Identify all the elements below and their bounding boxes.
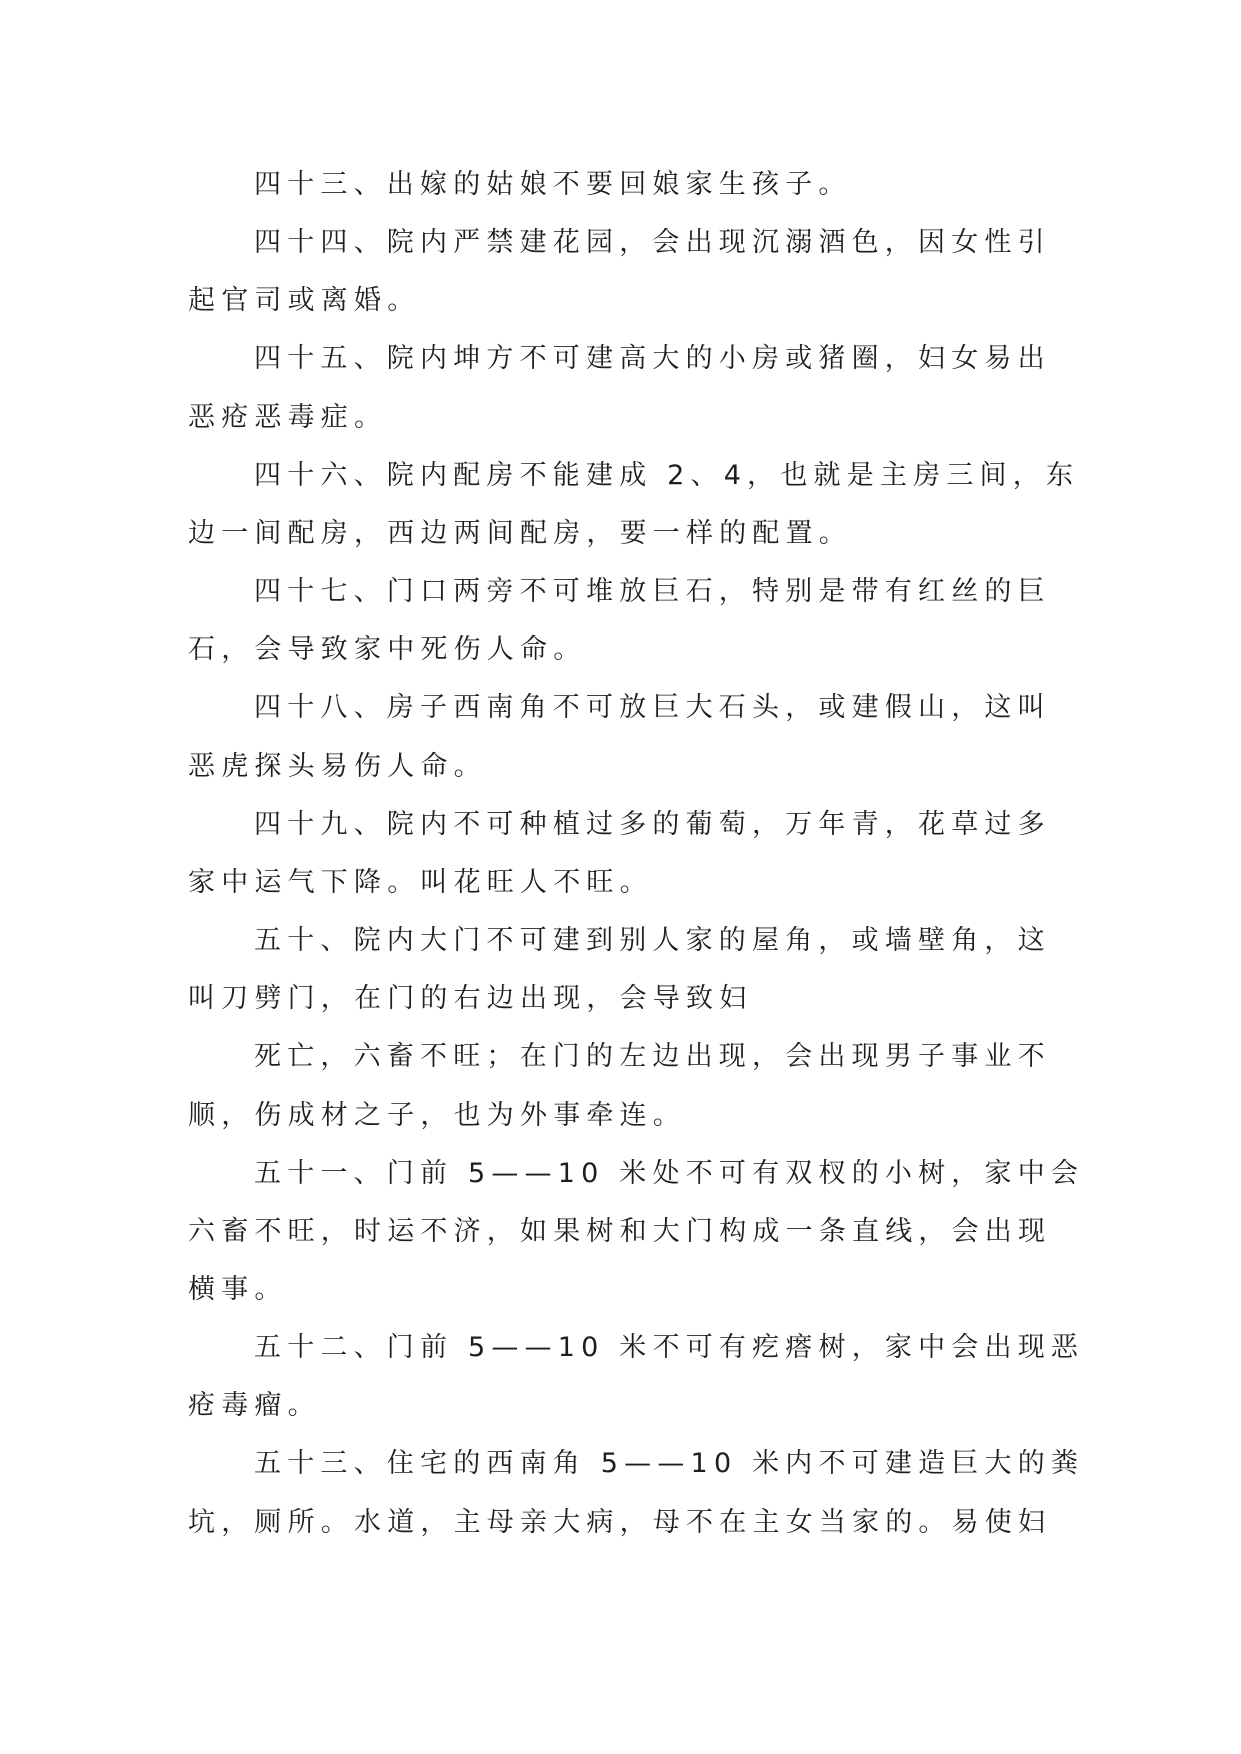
text-line: 疮毒瘤。 (188, 1390, 321, 1422)
text-line: 叫刀劈门，在门的右边出现，会导致妇 (188, 983, 753, 1015)
text-line: 四十五、院内坤方不可建高大的小房或猪圈，妇女易出 (254, 343, 1051, 375)
text-line: 六畜不旺，时运不济，如果树和大门构成一条直线，会出现 (188, 1215, 1052, 1247)
text-line: 五十一、门前 5——10 米处不可有双杈的小树，家中会 (254, 1157, 1085, 1189)
paragraph-52 (188, 1319, 1088, 1435)
text-line: 四十八、房子西南角不可放巨大石头，或建假山，这叫 (254, 692, 1051, 724)
text-line: 四十七、门口两旁不可堆放巨石，特别是带有红丝的巨 (254, 576, 1051, 608)
document-body (188, 156, 1088, 1552)
paragraph-48 (188, 679, 1088, 795)
text-line: 起官司或离婚。 (188, 285, 421, 317)
text-line: 石，会导致家中死伤人命。 (188, 634, 587, 666)
text-line: 四十三、出嫁的姑娘不要回娘家生孩子。 (254, 169, 852, 200)
text-line: 横事。 (188, 1273, 288, 1305)
text-line: 四十九、院内不可种植过多的葡萄，万年青，花草过多 (254, 808, 1051, 840)
text-line: 五十三、住宅的西南角 5——10 米内不可建造巨大的粪 (254, 1448, 1085, 1480)
paragraph-50-continued (188, 1028, 1088, 1144)
paragraph-51 (188, 1145, 1088, 1319)
paragraph-44 (188, 214, 1088, 330)
text-line: 家中运气下降。叫花旺人不旺。 (188, 866, 653, 898)
paragraph-53 (188, 1435, 1088, 1551)
paragraph-46 (188, 447, 1088, 563)
text-line: 顺，伤成材之子，也为外事牵连。 (188, 1099, 686, 1131)
text-line: 五十二、门前 5——10 米不可有疙瘩树，家中会出现恶 (254, 1332, 1085, 1364)
text-line: 坑，厕所。水道，主母亲大病，母不在主女当家的。易使妇 (188, 1506, 1052, 1538)
text-line: 恶虎探头易伤人命。 (188, 750, 487, 782)
text-line: 四十四、院内严禁建花园，会出现沉溺酒色，因女性引 (254, 227, 1051, 259)
text-line: 恶疮恶毒症。 (188, 401, 388, 433)
text-line: 五十、院内大门不可建到别人家的屋角，或墙壁角，这 (254, 925, 1051, 957)
paragraph-50 (188, 912, 1088, 1028)
text-line: 四十六、院内配房不能建成 2、4，也就是主房三间，东 (254, 459, 1080, 491)
text-line: 死亡，六畜不旺；在门的左边出现，会出现男子事业不 (254, 1041, 1051, 1073)
paragraph-49 (188, 796, 1088, 912)
paragraph-47 (188, 563, 1088, 679)
paragraph-43 (188, 156, 1088, 214)
text-line: 边一间配房，西边两间配房，要一样的配置。 (188, 517, 852, 549)
paragraph-45 (188, 330, 1088, 446)
